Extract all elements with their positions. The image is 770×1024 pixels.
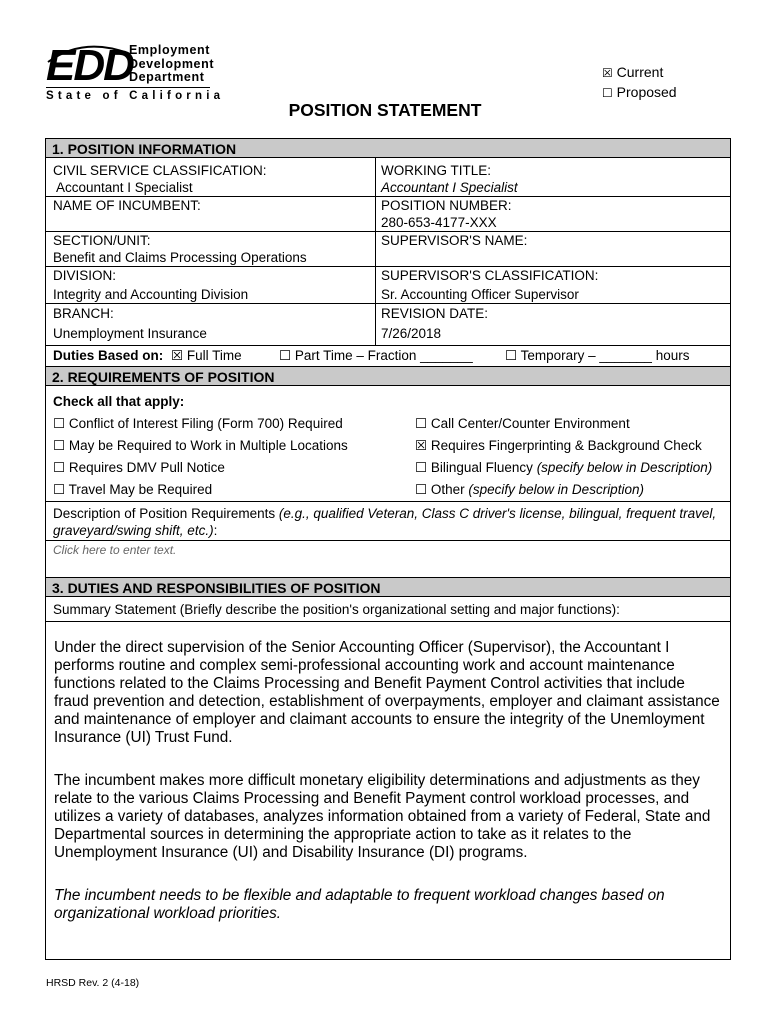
description-requirements-label: Description of Position Requirements (e.g., qualified Veteran, Class C driver's license, bilingual, frequent travel, graveyard/swing shift, etc.):	[53, 506, 717, 538]
row-divider	[46, 345, 730, 346]
working-title-label: WORKING TITLE:	[381, 163, 492, 178]
section1-heading: 1. POSITION INFORMATION	[46, 138, 730, 158]
classification-value[interactable]: Accountant I Specialist	[56, 180, 193, 195]
branch-label: BRANCH:	[53, 306, 114, 321]
req-travel[interactable]: ☐ Travel May be Required	[53, 482, 213, 497]
status-current[interactable]	[602, 63, 663, 82]
duties-paragraph-1[interactable]: Under the direct supervision of the Senior Accounting Officer (Supervisor), the Accountant I performs routine and complex semi-professional accounting work and account maintenance functions related to the Claims Processing and Benefit Payment Control activities that include fraud prevention and detection, establishment of overpayments, employer and claimant assistance and maintenance of employer and claimant accounts to ensure the integrity of the Unemloyment Insurance (UI) Trust Fund.	[54, 639, 720, 746]
proposed-label: Proposed	[616, 84, 677, 100]
division-value[interactable]: Integrity and Accounting Division	[53, 287, 249, 302]
revision-date-label: REVISION DATE:	[381, 306, 489, 321]
row-divider	[46, 303, 730, 304]
proposed-checkbox[interactable]: ☐	[602, 86, 613, 100]
division-label: DIVISION:	[53, 268, 117, 283]
supervisor-name-label: SUPERVISOR'S NAME:	[381, 233, 528, 248]
req-fingerprinting[interactable]: ☒ Requires Fingerprinting & Background Check	[415, 438, 702, 453]
section3-heading: 3. DUTIES AND RESPONSIBILITIES OF POSITION	[46, 577, 730, 597]
section-unit-label: SECTION/UNIT:	[53, 233, 151, 248]
position-number-value[interactable]: 280-653-4177-XXX	[381, 215, 497, 230]
section2-heading: 2. REQUIREMENTS OF POSITION	[46, 366, 730, 386]
full-time-option[interactable]: ☒ Full Time	[171, 348, 242, 363]
temporary-option[interactable]: ☐ Temporary – _______ hours	[505, 348, 690, 363]
form-revision-footer: HRSD Rev. 2 (4-18)	[46, 977, 140, 989]
req-dmv-pull-notice[interactable]: ☐ Requires DMV Pull Notice	[53, 460, 225, 475]
summary-statement-label: Summary Statement (Briefly describe the position's organizational setting and major functions):	[53, 602, 620, 617]
req-other[interactable]: ☐ Other (specify below in Description)	[415, 482, 644, 497]
logo-rule	[46, 87, 210, 88]
check-all-label: Check all that apply:	[53, 394, 185, 409]
duties-paragraph-3[interactable]: The incumbent needs to be flexible and adaptable to frequent workload changes based on organizational workload priorities.	[54, 887, 665, 922]
row-divider	[46, 621, 730, 622]
req-call-center[interactable]: ☐ Call Center/Counter Environment	[415, 416, 630, 431]
part-time-option[interactable]: ☐ Part Time – Fraction _______	[279, 348, 473, 363]
revision-date-value[interactable]: 7/26/2018	[381, 326, 442, 341]
section1-column-divider	[375, 158, 376, 345]
classification-label: CIVIL SERVICE CLASSIFICATION:	[53, 163, 267, 178]
duties-paragraph-2[interactable]: The incumbent makes more difficult monetary eligibility determinations and adjustments as they relate to the various Claims Processing and Benefit Payment control workload processes, and utilizes a variety of databases, analyzes information obtained from a variety of Federal, State and Departmental sources in determining the appropriate action to take as it relates to the Unemployment Insurance (UI) and Disability Insurance (DI) programs.	[54, 772, 711, 861]
req-bilingual[interactable]: ☐ Bilingual Fluency (specify below in Description)	[415, 460, 713, 475]
row-divider	[46, 501, 730, 502]
description-input[interactable]: Click here to enter text.	[53, 543, 177, 557]
incumbent-label: NAME OF INCUMBENT:	[53, 198, 201, 213]
working-title-value[interactable]: Accountant I Specialist	[381, 180, 518, 195]
logo-department-name: Employment Development Department	[129, 43, 215, 84]
duties-based-label: Duties Based on:	[53, 348, 164, 363]
section-unit-value[interactable]: Benefit and Claims Processing Operations	[53, 250, 307, 265]
supervisor-class-label: SUPERVISOR'S CLASSIFICATION:	[381, 268, 599, 283]
page-title: POSITION STATEMENT	[288, 100, 482, 120]
edd-logo: EDD	[46, 41, 133, 90]
position-number-label: POSITION NUMBER:	[381, 198, 512, 213]
branch-value[interactable]: Unemployment Insurance	[53, 326, 207, 341]
supervisor-class-value[interactable]: Sr. Accounting Officer Supervisor	[381, 287, 579, 302]
logo-state: State of California	[46, 90, 225, 102]
req-conflict-of-interest[interactable]: ☐ Conflict of Interest Filing (Form 700) Required	[53, 416, 343, 431]
row-divider	[46, 540, 730, 541]
duties-based-row	[53, 347, 163, 364]
req-multiple-locations[interactable]: ☐ May be Required to Work in Multiple Locations	[53, 438, 348, 453]
current-label: Current	[616, 64, 664, 80]
current-checkbox[interactable]: ☒	[602, 66, 613, 80]
